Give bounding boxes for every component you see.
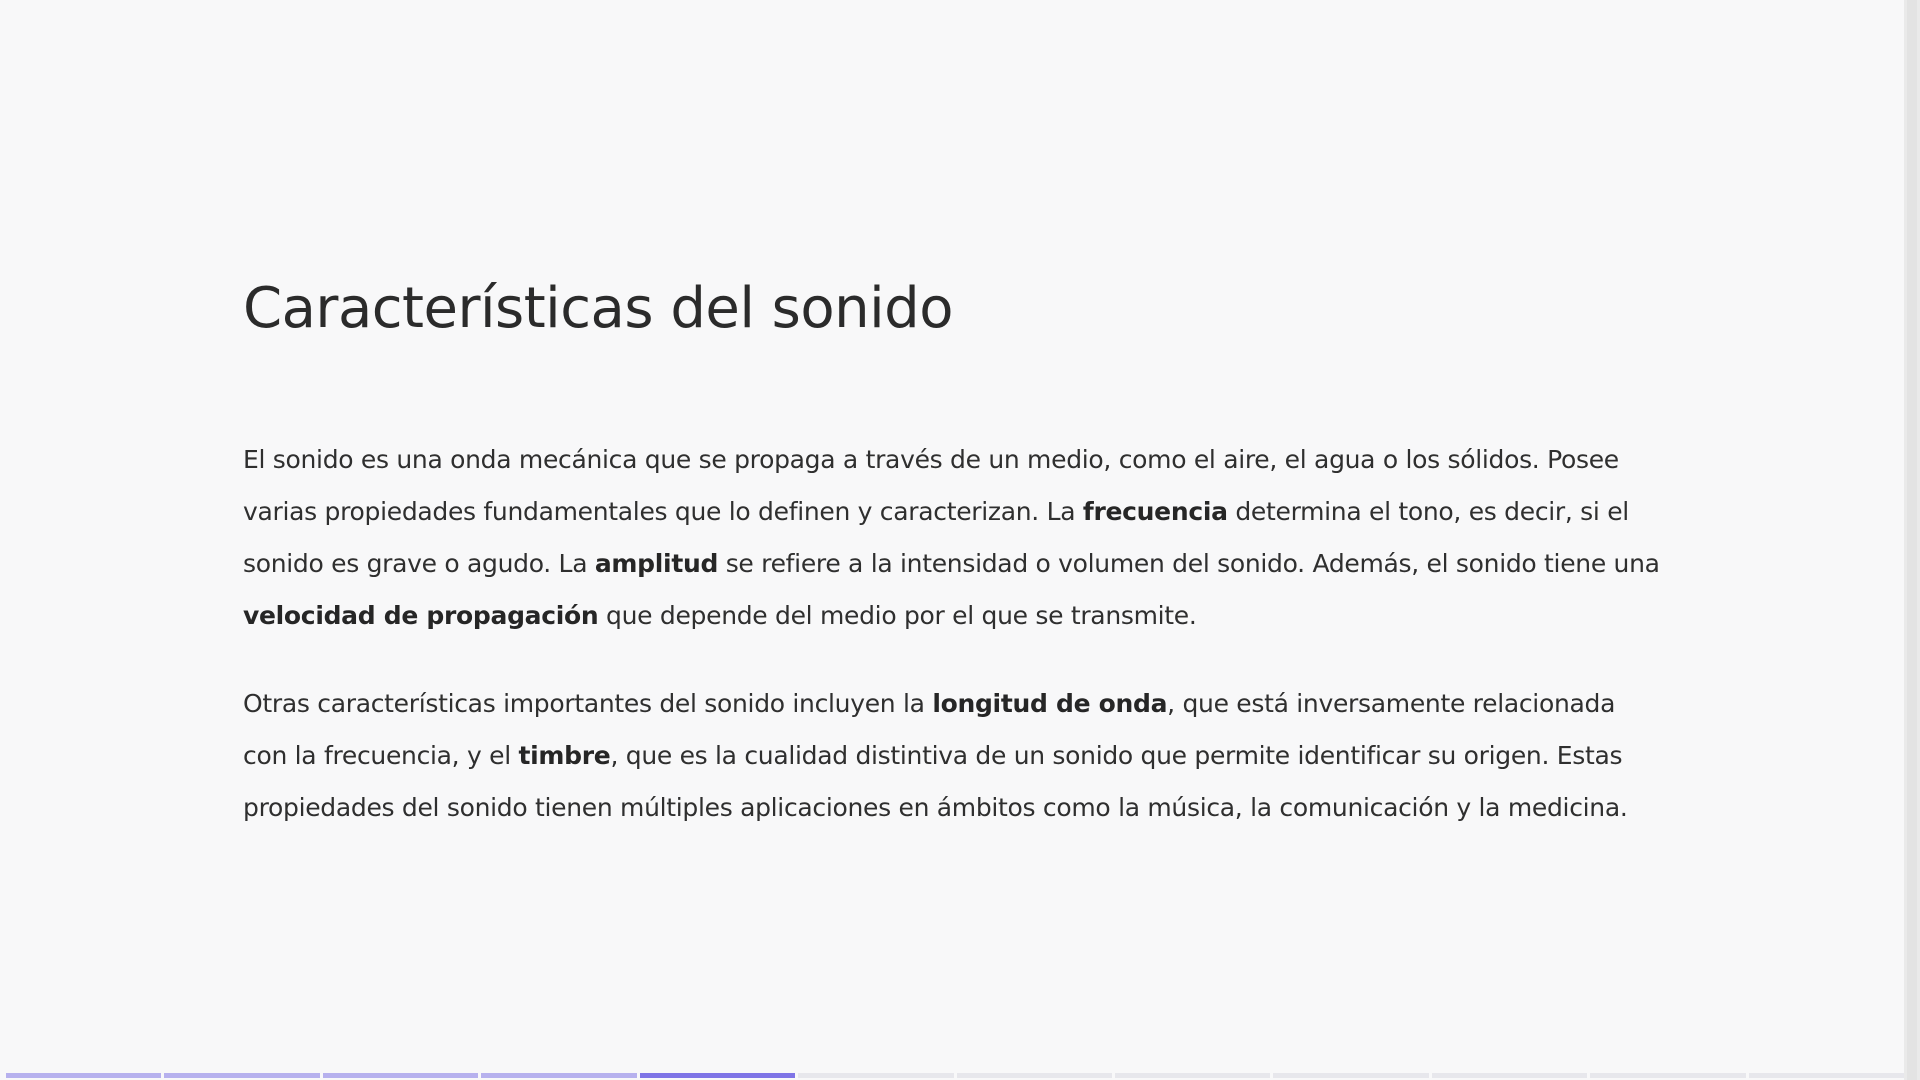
text-run: Otras características importantes del sonido incluyen la — [243, 689, 933, 718]
progress-segment-4[interactable] — [481, 1073, 636, 1078]
text-run: se refiere a la intensidad o volumen del sonido. Además, el sonido tiene una — [718, 549, 1660, 578]
bold-term-frecuencia: frecuencia — [1082, 497, 1228, 526]
text-run: que depende del medio por el que se transmite. — [598, 601, 1197, 630]
bold-term-longitud-de-onda: longitud de onda — [932, 689, 1168, 718]
progress-segment-1[interactable] — [6, 1073, 161, 1078]
progress-segment-10[interactable] — [1432, 1073, 1587, 1078]
slide-progress-bar — [6, 1073, 1904, 1078]
progress-segment-8[interactable] — [1115, 1073, 1270, 1078]
slide-title: Características del sonido — [243, 276, 953, 341]
text-run: El sonido es una onda mecánica que se propaga a través de un medio, como el aire, el agua o los sólidos. Posee varias propiedades fundamentales que lo definen y caracterizan. La — [243, 445, 1619, 526]
scrollbar-thumb[interactable] — [1907, 0, 1917, 1080]
progress-segment-11[interactable] — [1590, 1073, 1745, 1078]
progress-segment-7[interactable] — [957, 1073, 1112, 1078]
progress-segment-9[interactable] — [1273, 1073, 1428, 1078]
progress-segment-12[interactable] — [1749, 1073, 1904, 1078]
progress-segment-6[interactable] — [798, 1073, 953, 1078]
paragraph-2 — [243, 678, 1663, 834]
bold-term-velocidad: velocidad de propagación — [243, 601, 599, 630]
text-run: , que está inversamente relacionada con la frecuencia, y el — [243, 689, 1616, 770]
text-run: , que es la cualidad distintiva de un sonido que permite identificar su origen. Estas propiedades del sonido tienen múltiples aplicaciones en ámbitos como la música, la comunicación y la medicina. — [243, 741, 1628, 822]
progress-segment-5[interactable] — [640, 1073, 795, 1078]
vertical-scrollbar[interactable] — [1904, 0, 1920, 1080]
bold-term-timbre: timbre — [518, 741, 611, 770]
progress-segment-2[interactable] — [164, 1073, 319, 1078]
paragraph-1 — [243, 434, 1663, 642]
bold-term-amplitud: amplitud — [594, 549, 719, 578]
slide-content — [243, 268, 1663, 870]
text-run: determina el tono, es decir, si el sonido es grave o agudo. La — [243, 497, 1629, 578]
progress-segment-3[interactable] — [323, 1073, 478, 1078]
